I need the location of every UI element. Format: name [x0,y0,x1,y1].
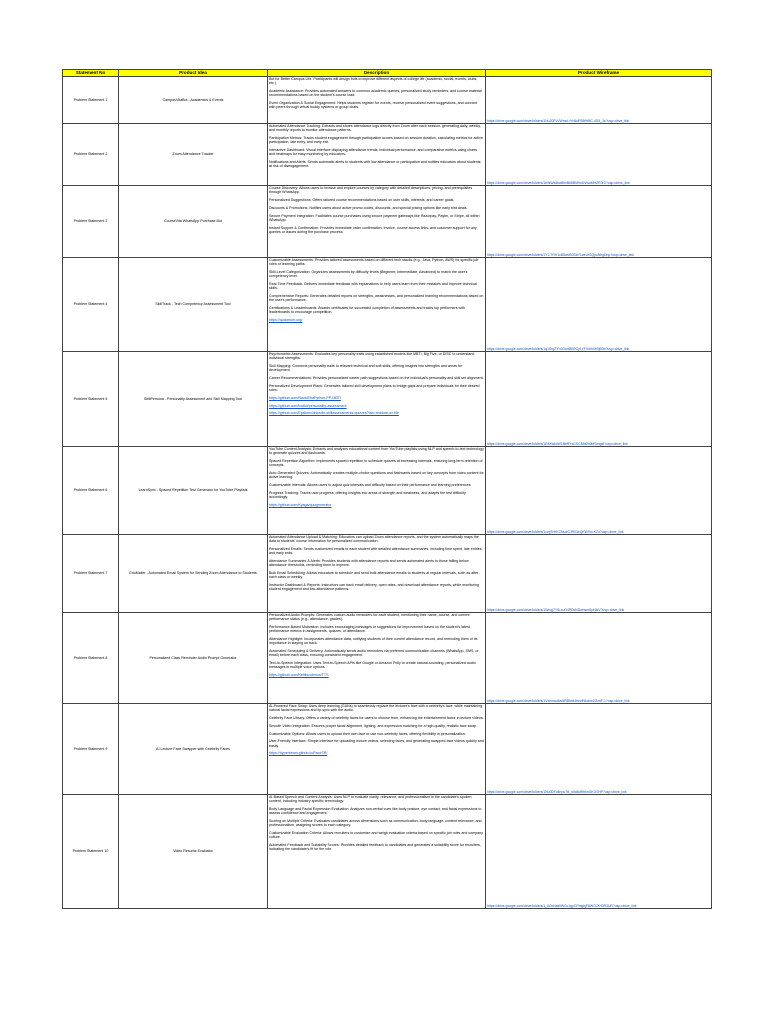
wireframe-link[interactable]: https://drive.google.com/drive/folders/1_6OcNaWWCc1gpCPmgbjF8WOJXrf3R3UR?usp=drive_link [487,904,637,908]
table-row [63,352,712,447]
reference-link[interactable]: https://github.com/Epsilonx/linkedin-skillassessments-quizzes?tab=readme-ov-file [269,411,399,416]
wireframe-cell [486,535,712,613]
reference-link[interactable]: https://github.com/NavidShaPython-PP-MBTI [269,395,341,400]
description-paragraph: Bot for Better Campus Life: Participants will design bots to improve different aspects of college life (academic, social, events, clubs, etc.) [269,77,478,86]
table-row [63,77,712,124]
description-paragraph: Skill Mapping: Connects personality traits to relevant technical and soft skills, offering insights into strengths and areas for development. [269,364,463,373]
table-row [63,186,712,258]
description-paragraph: Secure Payment Integration: Facilitates course purchases using secure payment gateways like Razorpay, Paytm, or Stripe, all within WhatsApp. [269,213,480,222]
description-paragraph: Automated Attendance Upload & Matching: Educators can upload Zoom attendance reports, and the system automatically maps the data to students' course information for personalized communication. [269,535,479,544]
wireframe-cell [486,77,712,124]
description-paragraph: Spaced Repetition Algorithm: Implements spaced repetition to schedule quizzes at increasing intervals, ensuring long-term retention of concepts. [269,459,483,468]
header-description: Description [268,70,486,77]
description-paragraph: Automated Attendance Tracking: Extracts and stores attendance logs directly from Zoom after each session, generating daily, weekly, and monthly reports to monitor attendance patterns. [269,124,481,133]
description-paragraph: Celebrity Face Library: Offers a variety of celebrity faces for users to choose from, enhancing the entertainment factor in lecture videos. [269,716,484,720]
description-paragraph: Psychometric Assessments: Evaluates key personality traits using established models like MBTI, Big Five, or DISC to understand individual strengths. [269,352,475,361]
description-paragraph: Smooth Video Integration: Ensures proper facial alignment, lighting, and expression matching for a high-quality, realistic face swap. [269,723,478,728]
description-paragraph: Bulk Email Scheduling: Allows educators to schedule and send bulk attendance emails to students at regular intervals, such as after each class or weekly. [269,571,479,580]
description-paragraph: Real-Time Feedback: Delivers immediate feedback with explanations to help users learn from their mistakes and improve technical skills. [269,282,477,291]
reference-link[interactable]: https://quizzeum.org/ [269,318,303,322]
description-paragraph: Performance-Based Motivation: Includes encouraging messages or suggestions for improvement based on the student's latest performance metrics in assignments, quizzes, or attendance. [269,625,470,634]
reference-link[interactable]: https://github.com/toolkit/personality-assessment [269,403,347,408]
table-row [63,704,712,795]
wireframe-link[interactable]: https://drive.google.com/drive/folders/1Nu0DFakhpu7B_b8d6dRbbnGKG0HP?usp=drive_link [487,790,627,794]
description-paragraph: Text-to-Speech Integration: Uses Text-to-Speech APIs like Google or Amazon Polly to create natural-sounding, personalized audio messages in multiple voice options. [269,661,476,670]
wireframe-link[interactable]: https://drive.google.com/drive/folders/1Y1-7RH1cB5wdS0SbY1beUrSQpoNhgDhp?usp=drive_link [487,253,634,257]
wireframe-cell [486,186,712,258]
table-row [63,447,712,535]
header-product-wireframe: Product Wireframe [486,70,712,77]
table-row [63,124,712,186]
statement-number-cell: Problem Statement 10 [63,795,119,909]
description-paragraph: Automated Scheduling & Delivery: Automatically sends audio reminders via preferred communication channels (WhatsApp, SMS, or email) before each class, ensuring consistent engagement. [269,649,479,658]
description-paragraph: Event Organization & Social Engagement: Helps students register for events, receive personalized event suggestions, and connect with peers through virtual buddy systems or group chats. [269,101,478,110]
wireframe-cell [486,258,712,352]
description-paragraph: Body Language and Facial Expression Evaluation: Analyzes non-verbal cues like body posture, eye contact, and facial expressions to assess confidence and engagement. [269,807,482,816]
statement-number-cell: Problem Statement 2 [63,124,119,186]
statement-number-cell: Problem Statement 5 [63,352,119,447]
wireframe-link[interactable]: https://drive.google.com/drive/folders/1bWWx8bw8bxBb8BM9oDVwaMHZR3rD?usp=drive_link [487,181,630,185]
wireframe-link[interactable]: https://drive.google.com/drive/folders/1Vzbmau5aMF8Bdd4becfNkchw2GzhF-1?usp=drive_link [487,699,630,703]
description-paragraph: Attendance Summaries & Alerts: Provides students with attendance reports and sends automated alerts to those falling below attendance thresholds, reminding them to improve. [269,559,469,568]
description-paragraph: Personalized Audio Prompts: Generates custom audio reminders for each student, mentioning their name, course, and current performance status (e.g., attendance, grades). [269,613,470,622]
statement-number-cell: Problem Statement 3 [63,186,119,258]
header-product-idea: Product Idea [119,70,268,77]
description-paragraph: Personalized Suggestions: Offers tailored course recommendations based on user skills, interests, and career goals. [269,198,455,202]
description-paragraph: Auto-Generated Quizzes: Automatically creates multiple-choice questions and flashcards based on key concepts from video content for active learning. [269,471,484,480]
table-row [63,535,712,613]
description-paragraph: Personalized Development Plans: Generates tailored skill development plans to bridge gaps and prepare individuals for their desired roles. [269,383,480,392]
wireframe-cell [486,124,712,186]
description-paragraph: Customizable Evaluation Criteria: Allows recruiters to customize and weigh evaluation criteria based on specific job roles and company culture. [269,831,483,840]
description-paragraph: AI-Based Speech and Content Analysis: Uses NLP to evaluate clarity, relevance, and professionalism in the candidate's spoken content, including industry-specific terminology. [269,795,472,804]
description-paragraph: User-Friendly Interface: Simple interface for uploading lecture videos, selecting faces, and generating swapped-face videos quickly and easily. [269,739,484,748]
wireframe-link[interactable]: https://drive.google.com/drive/folders/1Nu20PLVWmcLYrN6dFB8fHBC-4D5_3s?usp=drive_link [487,119,630,123]
description-paragraph: Certifications & Leaderboards: Awards certificates for successful completion of assessments and tracks top performers with leaderboards to encourage competition. [269,306,465,315]
wireframe-link[interactable]: https://drive.google.com/drive/folders/1cvgTcHKCNudGJR03eQKW9uI-KZu?usp=drive_link [487,530,624,534]
table-row [63,795,712,909]
wireframe-link[interactable]: https://drive.google.com/drive/folders/1Wnqj7Yi6-xuG4PDcNDwhsmSpH4iV?usp=drive_link [487,608,625,612]
statement-number-cell: Problem Statement 9 [63,704,119,795]
statement-number-cell: Problem Statement 7 [63,535,119,613]
product-idea-cell: Personalized Class Reminder Audio Prompt Generator [119,613,268,704]
wireframe-cell [486,795,712,909]
description-paragraph: Progress Tracking: Tracks user progress, offering insights into areas of strength and weakness, and adapts the test difficulty accordingly. [269,490,466,499]
product-idea-cell: LearnSync - Spaced Repetition Test Generator for YouTube Playlists [119,447,268,535]
spreadsheet [62,69,711,907]
reference-link[interactable]: https://github.com/Kettliscutenos/TTS [269,673,329,677]
description-paragraph: YouTube Content Analysis: Extracts and analyzes educational content from YouTube playlists using NLP and speech-to-text technology to generate quizzes and flashcards. [269,447,484,456]
description-cell [268,535,486,613]
description-paragraph: Customizable Assessments: Provides tailored assessments based on different tech stacks (e.g., Java, Python, AWS) for specific job roles or learning paths. [269,258,479,267]
product-idea-cell: Zoom Attendance Tracker [119,124,268,186]
wireframe-cell [486,447,712,535]
description-cell [268,258,486,352]
description-paragraph: Career Recommendations: Provides personalized career path suggestions based on the individual's personality and skill set alignment. [269,376,484,380]
product-idea-cell: SkillTrack - Tech Competency Assessment Tool [119,258,268,352]
description-paragraph: Discounts & Promotions: Notifies users about active promo codes, discounts, and special pricing options like early bird deals. [269,205,468,210]
description-cell [268,352,486,447]
description-paragraph: Instructor Dashboard & Reports: Instructors can track email delivery, open rates, and download attendance reports, while monitoring student engagement and low-attendance patterns. [269,583,479,592]
table-row [63,258,712,352]
description-cell [268,613,486,704]
wireframe-link[interactable]: https://drive.google.com/drive/folders/1E8Xwk4W1BbRYsi1SCB5iDuJbfSmgdf?usp=drive_link [487,442,628,446]
statement-number-cell: Problem Statement 6 [63,447,119,535]
wireframe-cell [486,704,712,795]
product-idea-cell: AI Lecture Face Swapper with Celebrity Faces [119,704,268,795]
description-paragraph: Automated Feedback and Suitability Scores: Provides detailed feedback to candidates and generates a suitability score for recruiters, indicating the candidate's fit for the role. [269,843,481,852]
statement-number-cell: Problem Statement 1 [63,77,119,124]
description-cell [268,704,486,795]
reference-link[interactable]: https://github.com/Kyaga/quizgenerator [269,502,332,507]
description-paragraph: Academic Assistance: Provides automated answers to common academic queries, personalized study reminders, and course material recommendations based on the student's course load. [269,89,482,98]
description-cell [268,447,486,535]
description-paragraph: Customizable Intervals: Allows users to adjust quiz intervals and difficulty based on their performance and learning preferences. [269,483,472,487]
description-paragraph: Instant Support & Confirmation: Provides immediate order confirmation, invoice, course access links, and customer support for any queries or issues during the purchase process. [269,225,477,234]
description-cell [268,795,486,909]
description-paragraph: Interactive Dashboard: Visual interface displaying attendance trends, individual performance, and comparative metrics using charts and heatmaps for easy monitoring by educators. [269,148,478,157]
product-idea-cell: CampusVitaBot - Academics & Events [119,77,268,124]
statement-number-cell: Problem Statement 8 [63,613,119,704]
description-paragraph: Personalized Emails: Sends customized emails to each student with detailed attendance summaries, including time spent, late entries, and early exits. [269,547,483,556]
description-paragraph: Scoring on Multiple Criteria: Evaluates candidates across dimensions such as communication, body language, content relevance, and professionalism, assigning scores to each category. [269,819,482,828]
description-cell [268,77,486,124]
description-paragraph: Participation Metrics: Tracks student engagement through participation scores based on session duration, calculating metrics for active participation, late entry, and early exit. [269,136,483,145]
wireframe-link[interactable]: https://drive.google.com/drive/folders/1q1SrgZYrGOwxBB9Cy1YFiX6hXb0jB0b?usp=drive_link [487,347,630,351]
description-paragraph: AI-Powered Face Swap: Uses deep learning (GANs) to seamlessly replace the lecturer's face with a celebrity's face, while maintaining natural facial expressions and lip-sync with the audio. [269,704,483,713]
header-statement-no: Statement No [63,70,119,77]
description-paragraph: Attendance Highlight: Incorporates attendance data, notifying students of their current attendance record, and reminding them of its importance in staying on track. [269,637,478,646]
product-idea-cell: Video Resume Evaluator [119,795,268,909]
description-paragraph: Skill-Level Categorization: Organizes assessments by difficulty levels (Beginner, Intermediate, Advanced) to match the user's competency level. [269,270,468,279]
table-body [63,77,712,909]
problem-statements-table [62,69,712,909]
description-paragraph: Notifications and Alerts: Sends automatic alerts to students with low attendance or participation and notifies educators about students at risk of disengagement. [269,160,481,169]
wireframe-cell [486,352,712,447]
reference-link[interactable]: https://hyperbeam.github.io/FaceSR/ [269,751,328,756]
product-idea-cell: EduMailer - Automated Email System for Sending Zoom Attendance to Students [119,535,268,613]
description-paragraph: Course Discovery: Allows users to browse and explore courses by category with detailed descriptions, pricing, and prerequisites through WhatsApp. [269,186,473,195]
table-row [63,613,712,704]
description-paragraph: Customizable Options: Allows users to upload their own face or use non-celebrity faces, offering flexibility in personalization. [269,731,466,736]
statement-number-cell: Problem Statement 4 [63,258,119,352]
header-row [63,70,712,77]
description-cell [268,124,486,186]
product-idea-cell: CourseVita WhatsApp Purchase Bot [119,186,268,258]
wireframe-cell [486,613,712,704]
description-cell [268,186,486,258]
description-paragraph: Comprehensive Reports: Generates detailed reports on strengths, weaknesses, and personalized learning recommendations based on the user's performance. [269,294,484,303]
product-idea-cell: SkillPersona - Personality Assessment and Skill Mapping Tool [119,352,268,447]
